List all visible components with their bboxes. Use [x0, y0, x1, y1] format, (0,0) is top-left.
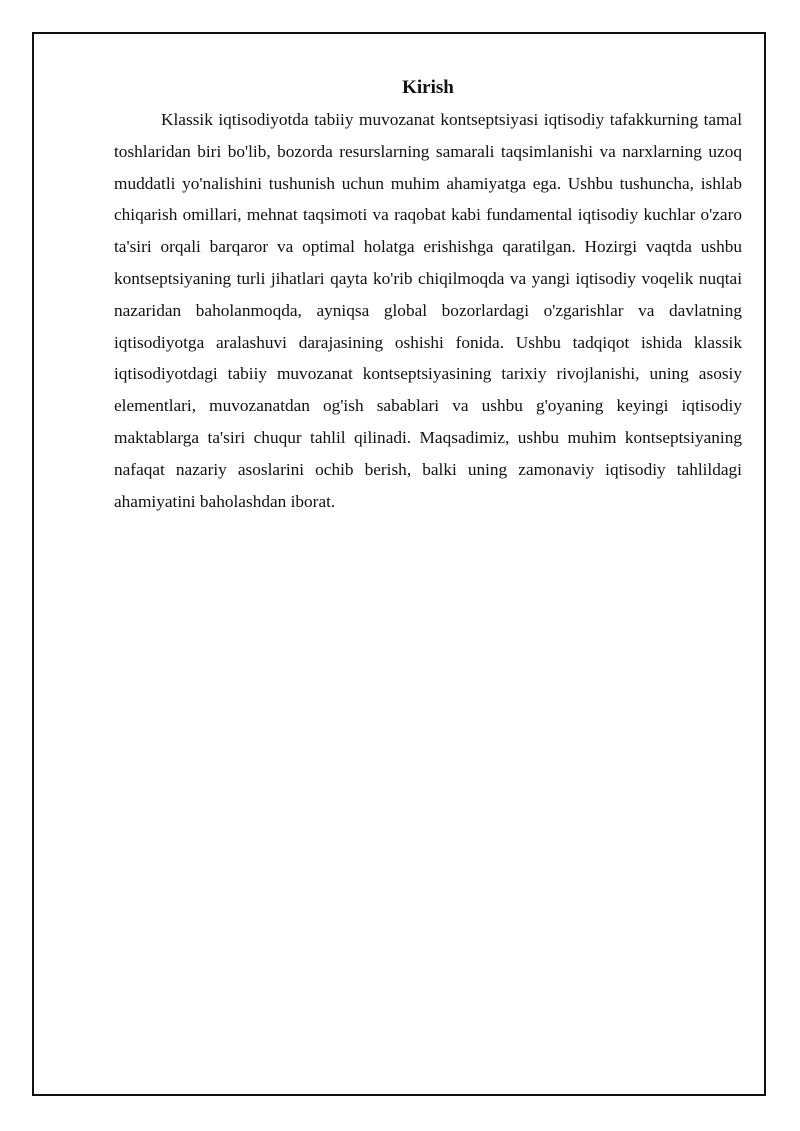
intro-paragraph: Klassik iqtisodiyotda tabiiy muvozanat kontseptsiyasi iqtisodiy tafakkurning tamal toshlaridan biri bo'lib, bozorda resurslarning samarali taqsimlanishi va narxlarning uzoq muddatli yo'nalishini tushunish uchun muhim ahamiyatga ega. Ushbu tushuncha, ishlab chiqarish omillari, mehnat taqsimoti va raqobat kabi fundamental iqtisodiy kuchlar o'zaro ta'siri orqali barqaror va optimal holatga erishishga qaratilgan. Hozirgi vaqtda ushbu kontseptsiyaning turli jihatlari qayta ko'rib chiqilmoqda va yangi iqtisodiy voqelik nuqtai nazaridan baholanmoqda, ayniqsa global bozorlardagi o'zgarishlar va davlatning iqtisodiyotga aralashuvi darajasining oshishi fonida. Ushbu tadqiqot ishida klassik iqtisodiyotdagi tabiiy muvozanat kontseptsiyasining tarixiy rivojlanishi, uning asosiy elementlari, muvozanatdan og'ish sabablari va ushbu g'oyaning keyingi iqtisodiy maktablarga ta'siri chuqur tahlil qilinadi. Maqsadimiz, ushbu muhim kontseptsiyaning nafaqat nazariy asoslarini ochib berish, balki uning zamonaviy iqtisodiy tahlildagi ahamiyatini baholashdan iborat. — [114, 110, 742, 511]
document-content — [114, 76, 742, 517]
document-title: Kirish — [402, 77, 454, 98]
